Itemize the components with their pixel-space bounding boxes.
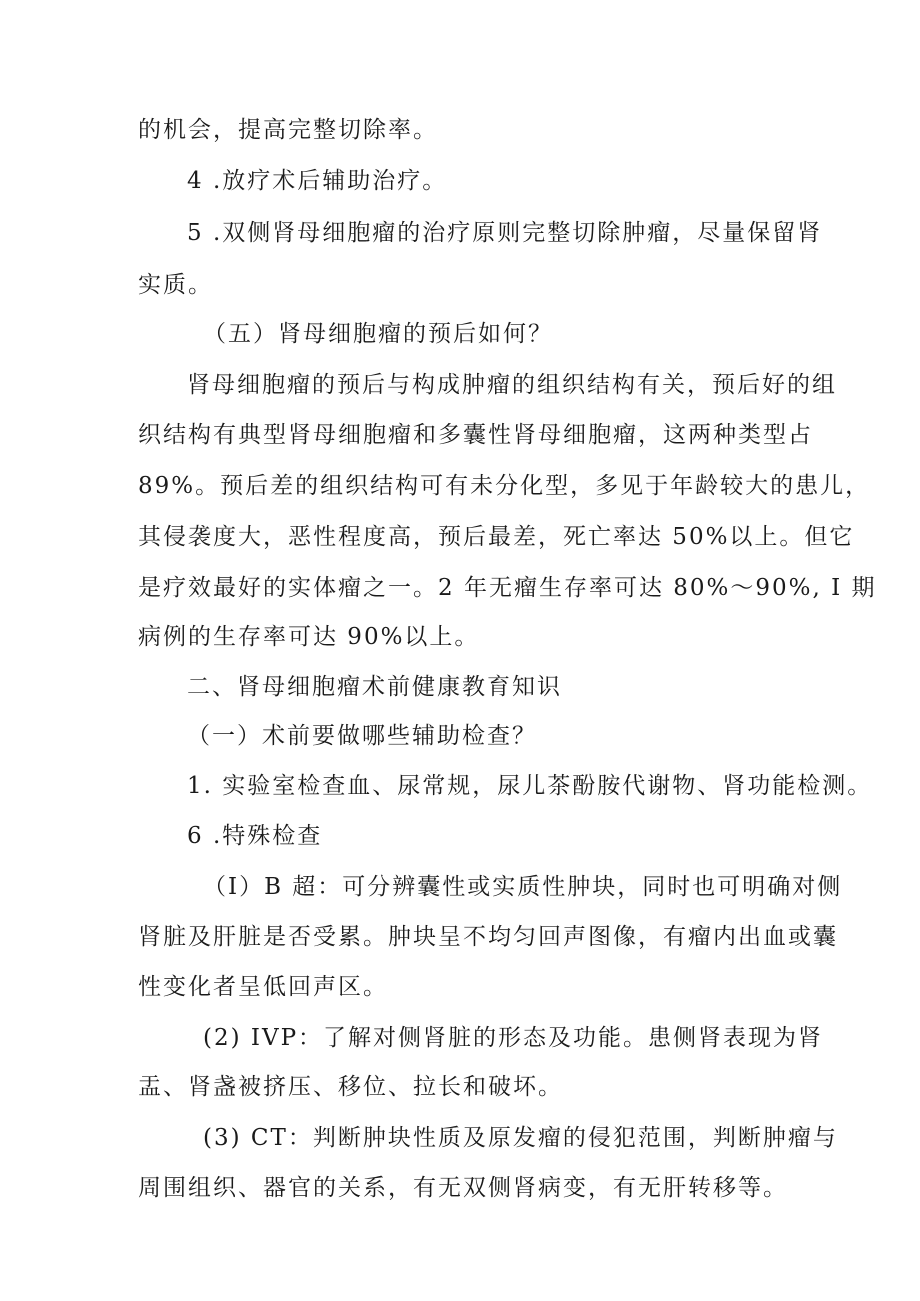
paragraph-line: （I）B 超：可分辨囊性或实质性肿块，同时也可明确对侧 [203, 874, 843, 900]
paragraph-line: 盂、肾盏被挤压、移位、拉长和破坏。 [138, 1074, 563, 1100]
list-item: 6 .特殊检查 [187, 823, 323, 849]
section-heading: （五）肾母细胞瘤的预后如何？ [203, 321, 553, 347]
paragraph-line: 周围组织、器官的关系，有无双侧肾病变，有无肝转移等。 [138, 1175, 788, 1201]
list-item: 5 .双侧肾母细胞瘤的治疗原则完整切除肿瘤，尽量保留肾 [187, 220, 823, 246]
text-line: 实质。 [138, 272, 213, 298]
paragraph-line: 是疗效最好的实体瘤之一。2 年无瘤生存率可达 80%～90%, I 期 [138, 575, 877, 601]
paragraph-line: (3) CT：判断肿块性质及原发瘤的侵犯范围，判断肿瘤与 [203, 1125, 838, 1151]
text-line: 的机会，提高完整切除率。 [138, 117, 438, 143]
paragraph-line: (2) IVP：了解对侧肾脏的形态及功能。患侧肾表现为肾 [203, 1025, 824, 1051]
paragraph-line: 织结构有典型肾母细胞瘤和多囊性肾母细胞瘤，这两种类型占 [138, 422, 813, 448]
chapter-heading: 二、肾母细胞瘤术前健康教育知识 [187, 674, 562, 700]
list-item: 4 .放疗术后辅助治疗。 [187, 168, 448, 194]
section-heading: （一）术前要做哪些辅助检查？ [187, 723, 537, 749]
paragraph-line: 肾母细胞瘤的预后与构成肿瘤的组织结构有关，预后好的组 [187, 372, 837, 398]
paragraph-line: 其侵袭度大，恶性程度高，预后最差，死亡率达 50%以上。但它 [138, 524, 855, 550]
list-item: 1. 实验室检查血、尿常规，尿儿茶酚胺代谢物、肾功能检测。 [187, 773, 873, 799]
paragraph-line: 89%。预后差的组织结构可有未分化型，多见于年龄较大的患儿， [138, 473, 871, 499]
paragraph-line: 病例的生存率可达 90%以上。 [138, 624, 480, 650]
paragraph-line: 肾脏及肝脏是否受累。肿块呈不均匀回声图像，有瘤内出血或囊 [138, 924, 838, 950]
paragraph-line: 性变化者呈低回声区。 [138, 974, 388, 1000]
